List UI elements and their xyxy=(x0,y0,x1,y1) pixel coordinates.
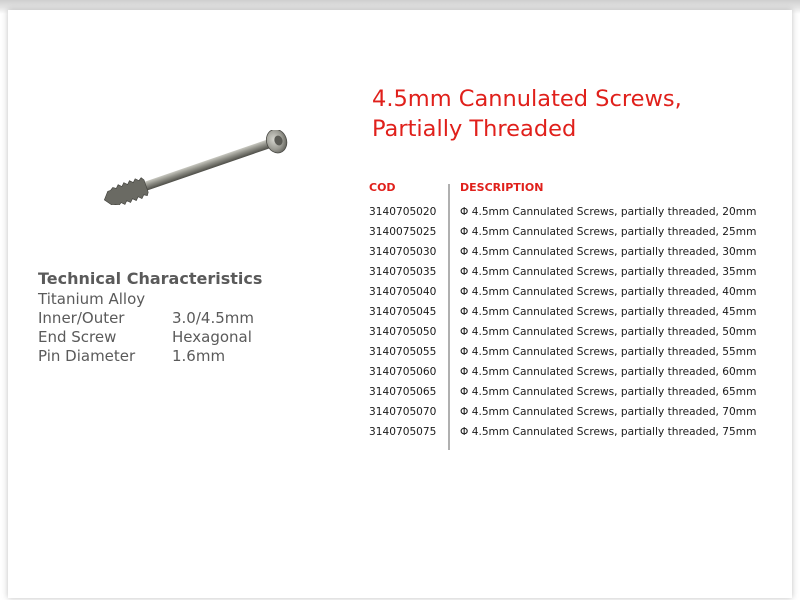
table-row xyxy=(369,342,779,362)
product-description: Φ 4.5mm Cannulated Screws, partially threaded, 75mm xyxy=(460,426,757,438)
spec-row xyxy=(38,309,298,328)
product-code: 3140705020 xyxy=(369,206,437,218)
product-description: Φ 4.5mm Cannulated Screws, partially threaded, 35mm xyxy=(460,266,757,278)
product-description: Φ 4.5mm Cannulated Screws, partially threaded, 45mm xyxy=(460,306,757,318)
product-code: 3140705055 xyxy=(369,346,437,358)
spec-label: End Screw xyxy=(38,328,117,346)
page-title-line-2: Partially Threaded xyxy=(372,116,577,142)
table-body xyxy=(369,202,779,442)
product-description: Φ 4.5mm Cannulated Screws, partially threaded, 55mm xyxy=(460,346,757,358)
page-title-line-1: 4.5mm Cannulated Screws, xyxy=(372,86,682,112)
spec-value: 3.0/4.5mm xyxy=(172,309,254,327)
product-code: 3140705050 xyxy=(369,326,437,338)
product-code: 3140705070 xyxy=(369,406,437,418)
material-value: Titanium Alloy xyxy=(38,290,146,308)
spec-value: 1.6mm xyxy=(172,347,226,365)
spec-value: Hexagonal xyxy=(172,328,252,346)
product-description: Φ 4.5mm Cannulated Screws, partially threaded, 20mm xyxy=(460,206,757,218)
table-row xyxy=(369,222,779,242)
spec-row xyxy=(38,328,298,347)
product-code: 3140705065 xyxy=(369,386,437,398)
table-row xyxy=(369,302,779,322)
table-row xyxy=(369,322,779,342)
material-row xyxy=(38,290,298,309)
table-row xyxy=(369,262,779,282)
spec-row xyxy=(38,347,298,366)
table-header xyxy=(369,180,779,202)
table-row xyxy=(369,422,779,442)
spec-label: Pin Diameter xyxy=(38,347,136,365)
technical-characteristics xyxy=(38,268,298,366)
table-row xyxy=(369,242,779,262)
description-column-header: DESCRIPTION xyxy=(460,181,544,194)
product-description: Φ 4.5mm Cannulated Screws, partially threaded, 70mm xyxy=(460,406,757,418)
product-description: Φ 4.5mm Cannulated Screws, partially threaded, 50mm xyxy=(460,326,757,338)
product-description: Φ 4.5mm Cannulated Screws, partially threaded, 60mm xyxy=(460,366,757,378)
product-description: Φ 4.5mm Cannulated Screws, partially threaded, 40mm xyxy=(460,286,757,298)
table-row xyxy=(369,202,779,222)
product-description: Φ 4.5mm Cannulated Screws, partially threaded, 65mm xyxy=(460,386,757,398)
product-code: 3140705030 xyxy=(369,246,437,258)
column-divider xyxy=(448,184,450,450)
product-table xyxy=(369,180,779,442)
technical-heading: Technical Characteristics xyxy=(38,269,263,288)
cannulated-screw-icon xyxy=(95,130,310,205)
product-code: 3140075025 xyxy=(369,226,437,238)
table-row xyxy=(369,282,779,302)
product-description: Φ 4.5mm Cannulated Screws, partially threaded, 25mm xyxy=(460,226,757,238)
product-description: Φ 4.5mm Cannulated Screws, partially threaded, 30mm xyxy=(460,246,757,258)
table-row xyxy=(369,382,779,402)
product-code: 3140705035 xyxy=(369,266,437,278)
spec-label: Inner/Outer xyxy=(38,309,125,327)
table-row xyxy=(369,402,779,422)
product-code: 3140705040 xyxy=(369,286,437,298)
code-column-header: COD xyxy=(369,181,396,194)
page-title xyxy=(372,84,772,144)
product-code: 3140705045 xyxy=(369,306,437,318)
table-row xyxy=(369,362,779,382)
product-code: 3140705060 xyxy=(369,366,437,378)
product-code: 3140705075 xyxy=(369,426,437,438)
